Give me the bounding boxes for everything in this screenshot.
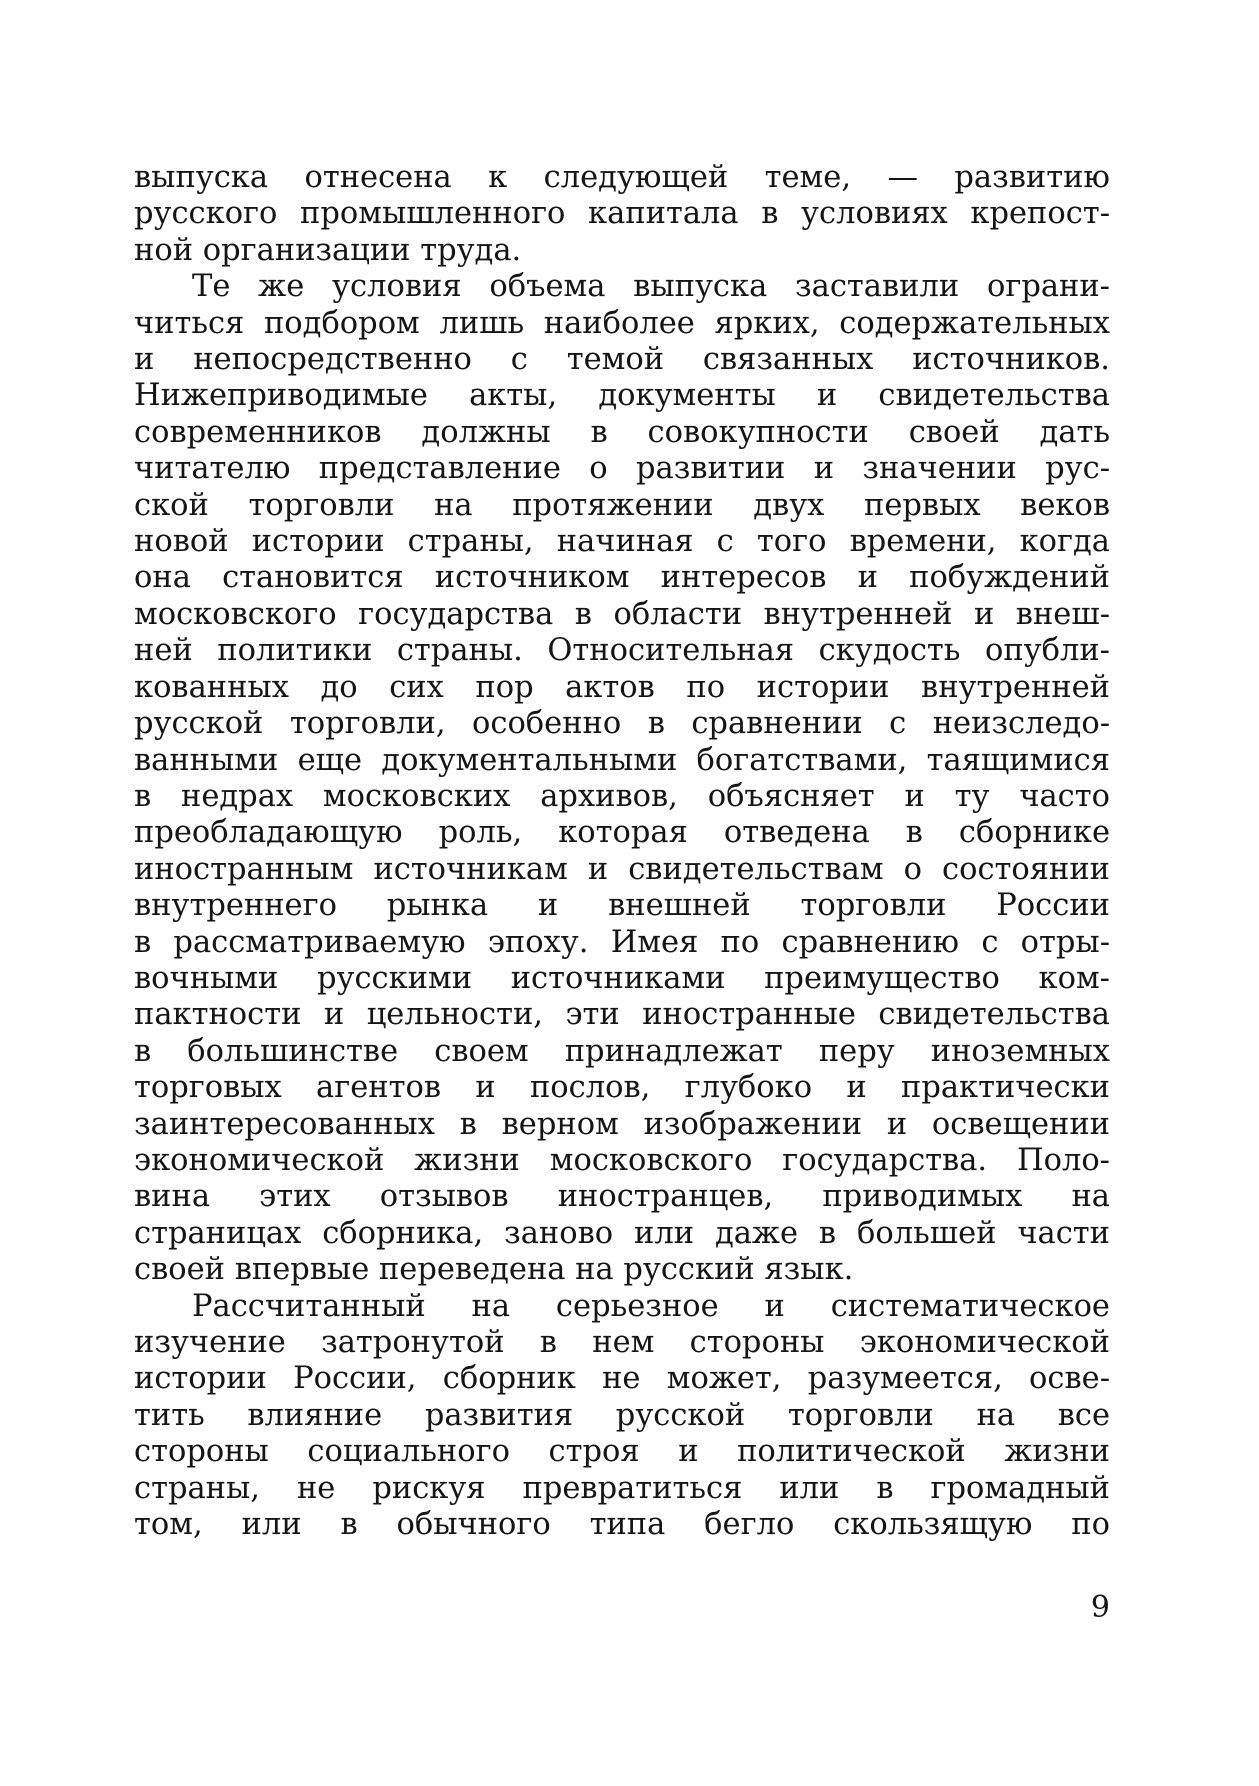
text-line: тить влияние развития русской торговли на все — [134, 1397, 1110, 1433]
text-line: том, или в обычного типа бегло скользящую по — [134, 1507, 1110, 1543]
text-line: читься подбором лишь наиболее ярких, содержательных — [134, 305, 1110, 341]
text-line: внутреннего рынка и внешней торговли России — [134, 888, 1110, 924]
text-line: преобладающую роль, которая отведена в сборнике — [134, 815, 1110, 851]
text-line: кованных до сих пор актов по истории внутренней — [134, 669, 1110, 705]
text-line: истории России, сборник не может, разумеется, осве- — [134, 1361, 1110, 1397]
text-line: ванными еще документальными богатствами, таящимися — [134, 742, 1110, 778]
text-line: изучение затронутой в нем стороны экономической — [134, 1325, 1110, 1360]
page-number: 9 — [1090, 1590, 1110, 1625]
paragraph-3 — [134, 1289, 1110, 1544]
text-line: вина этих отзывов иностранцев, приводимых на — [134, 1179, 1110, 1215]
text-line: Те же условия объема выпуска заставили ограни- — [192, 269, 1110, 305]
text-line: русской торговли, особенно в сравнении с неизследо- — [134, 706, 1110, 742]
text-line: ской торговли на протяжении двух первых веков — [134, 487, 1110, 523]
text-line: своей впервые переведена на русский язык. — [134, 1252, 854, 1288]
text-line: вочными русскими источниками преимущество ком- — [134, 960, 1110, 996]
text-line: в рассматриваемую эпоху. Имея по сравнению с отры- — [134, 924, 1110, 960]
text-line: в недрах московских архивов, объясняет и ту часто — [134, 778, 1110, 814]
text-line: в большинстве своем принадлежат перу иноземных — [134, 1033, 1110, 1069]
text-line: и непосредственно с темой связанных источников. — [134, 342, 1110, 378]
text-line: она становится источником интересов и побуждений — [134, 560, 1110, 596]
text-line: русского промышленного капитала в условиях крепост- — [134, 196, 1110, 232]
text-line: торговых агентов и послов, глубоко и практически — [134, 1070, 1110, 1106]
text-line: пактности и цельности, эти иностранные свидетельства — [134, 997, 1110, 1033]
paragraph-1 — [134, 160, 1110, 269]
text-line: выпуска отнесена к следующей теме, — развитию — [134, 160, 1110, 195]
text-line: московского государства в области внутренней и внеш- — [134, 596, 1110, 632]
text-line: новой истории страны, начиная с того времени, когда — [134, 524, 1110, 560]
text-line: читателю представление о развитии и значении рус- — [134, 451, 1110, 487]
text-line: страны, не рискуя превратиться или в громадный — [134, 1470, 1110, 1506]
text-line: современников должны в совокупности своей дать — [134, 414, 1110, 450]
text-line: ной организации труда. — [134, 232, 522, 268]
paragraph-2 — [134, 269, 1110, 1288]
text-line: заинтересованных в верном изображении и освещении — [134, 1106, 1110, 1142]
text-line: ней политики страны. Относительная скудость опубли- — [134, 633, 1110, 669]
text-line: экономической жизни московского государства. Поло- — [134, 1142, 1110, 1178]
text-line: Рассчитанный на серьезное и систематическое — [192, 1288, 1110, 1324]
body-text — [134, 160, 1110, 1543]
text-line: иностранным источникам и свидетельствам о состоянии — [134, 851, 1110, 887]
text-line: стороны социального строя и политической жизни — [134, 1434, 1110, 1470]
text-line: страницах сборника, заново или даже в большей части — [134, 1215, 1110, 1251]
text-line: Нижеприводимые акты, документы и свидетельства — [134, 378, 1110, 414]
